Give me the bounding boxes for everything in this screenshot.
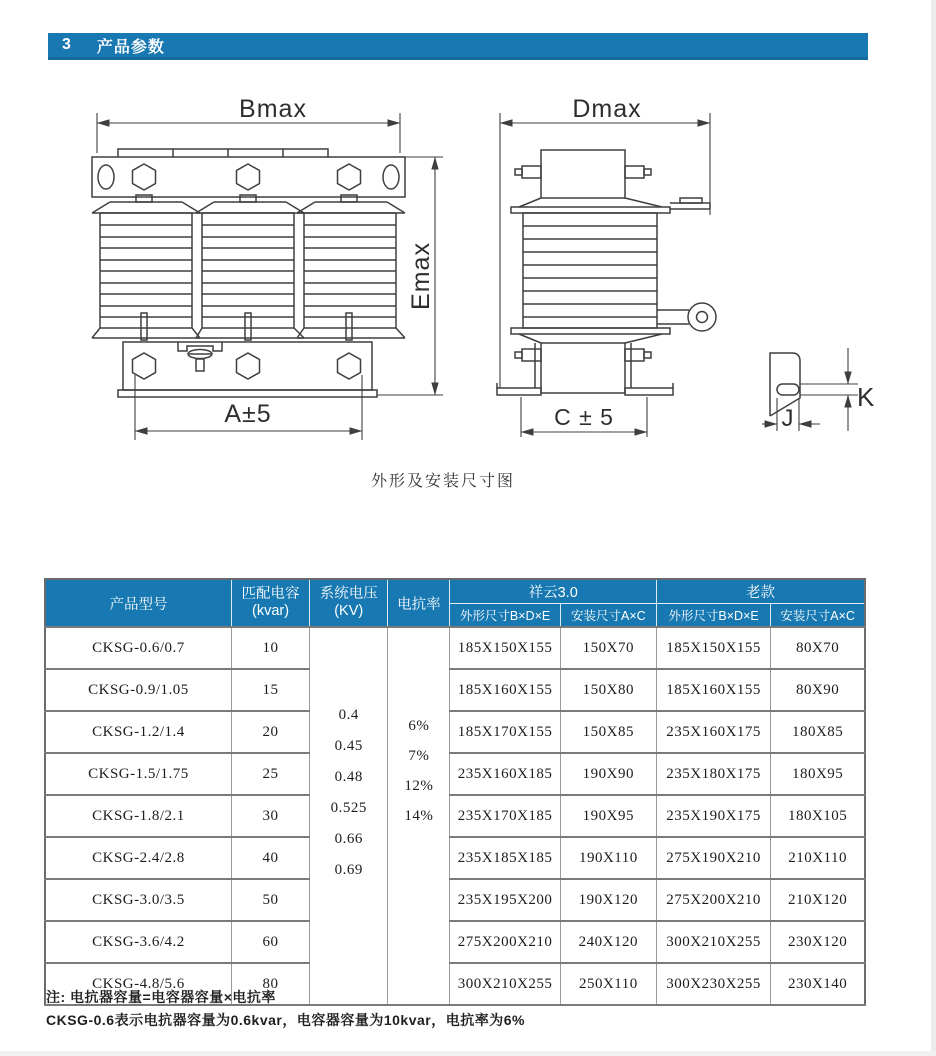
cell-model: CKSG-2.4/2.8	[45, 837, 231, 879]
cell-old-install: 230X140	[771, 963, 865, 1005]
dim-label-emax: Emax	[407, 242, 435, 310]
section-title-bar	[48, 33, 868, 60]
dimension-diagram	[48, 95, 908, 445]
cell-model: CKSG-1.2/1.4	[45, 711, 231, 753]
front-dimension-lines	[97, 113, 443, 440]
cell-old-outline: 235X190X175	[656, 795, 770, 837]
cell-new-install: 190X110	[560, 837, 656, 879]
table-row	[45, 837, 865, 879]
cell-new-outline: 235X170X185	[450, 795, 560, 837]
cell-old-outline: 235X180X175	[656, 753, 770, 795]
table-notes	[46, 986, 525, 1032]
dim-label-dmax: Dmax	[572, 95, 642, 123]
cell-model: CKSG-0.9/1.05	[45, 669, 231, 711]
header-voltage	[310, 579, 388, 627]
header-new-install: 安装尺寸A×C	[560, 604, 656, 628]
cell-model: CKSG-0.6/0.7	[45, 627, 231, 669]
table-row	[45, 753, 865, 795]
cell-new-outline: 235X195X200	[450, 879, 560, 921]
cell-kvar: 20	[231, 711, 309, 753]
cell-new-outline: 300X210X255	[450, 963, 560, 1005]
header-group-old: 老款	[656, 579, 865, 604]
cell-new-install: 240X120	[560, 921, 656, 963]
cell-old-install: 180X105	[771, 795, 865, 837]
cell-kvar: 60	[231, 921, 309, 963]
cell-old-install: 80X70	[771, 627, 865, 669]
stack-value: 0.45	[334, 738, 363, 754]
cell-old-install: 210X110	[771, 837, 865, 879]
dim-label-bmax: Bmax	[239, 95, 307, 123]
table-row	[45, 879, 865, 921]
header-voltage-line2: (KV)	[334, 603, 364, 619]
reactor-front-outline	[92, 149, 405, 397]
stack-value: 0.66	[334, 831, 363, 847]
cell-kvar: 25	[231, 753, 309, 795]
cell-old-install: 230X120	[771, 921, 865, 963]
header-old-install: 安装尺寸A×C	[771, 604, 865, 628]
dim-label-j: J	[781, 405, 795, 432]
front-view-drawing	[88, 95, 453, 440]
stack-value: 14%	[404, 807, 434, 824]
cell-old-outline: 300X210X255	[656, 921, 770, 963]
table-row	[45, 711, 865, 753]
cell-old-install: 180X95	[771, 753, 865, 795]
cell-kvar: 15	[231, 669, 309, 711]
cell-kvar: 40	[231, 837, 309, 879]
slot-detail-drawing	[760, 340, 890, 440]
cell-new-install: 150X70	[560, 627, 656, 669]
cell-old-outline: 275X190X210	[656, 837, 770, 879]
note-line-1: 注: 电抗器容量=电容器容量×电抗率	[46, 989, 276, 1005]
cell-model: CKSG-1.8/2.1	[45, 795, 231, 837]
header-old-outline: 外形尺寸B×D×E	[656, 604, 770, 628]
stack-value: 12%	[404, 777, 434, 794]
header-group-new: 祥云3.0	[450, 579, 657, 604]
section-title: 产品参数	[96, 38, 165, 56]
cell-old-install: 80X90	[771, 669, 865, 711]
cell-old-outline: 235X160X175	[656, 711, 770, 753]
cell-new-install: 250X110	[560, 963, 656, 1005]
cell-new-install: 150X80	[560, 669, 656, 711]
header-reactance: 电抗率	[388, 579, 450, 627]
header-voltage-line1: 系统电压	[319, 586, 378, 602]
diagram-caption: 外形及安装尺寸图	[370, 473, 515, 490]
stack-value: 6%	[408, 717, 430, 734]
table-row	[45, 921, 865, 963]
cell-old-install: 180X85	[771, 711, 865, 753]
cell-new-outline: 235X160X185	[450, 753, 560, 795]
stack-value: 0.69	[334, 862, 363, 878]
cell-old-outline: 275X200X210	[656, 879, 770, 921]
parameter-table	[44, 578, 866, 1006]
header-capacitance-line2: (kvar)	[252, 603, 290, 619]
stack-value: 0.4	[338, 707, 359, 723]
cell-old-outline: 185X160X155	[656, 669, 770, 711]
cell-new-outline: 275X200X210	[450, 921, 560, 963]
cell-kvar: 30	[231, 795, 309, 837]
reactor-side-outline	[497, 150, 716, 395]
cell-kvar: 50	[231, 879, 309, 921]
cell-old-install: 210X120	[771, 879, 865, 921]
dim-label-a5: A±5	[224, 400, 272, 428]
stack-value: 0.525	[330, 800, 367, 816]
header-product-model: 产品型号	[45, 579, 231, 627]
cell-new-outline: 235X185X185	[450, 837, 560, 879]
side-view-drawing	[495, 95, 740, 440]
cell-old-outline: 300X230X255	[656, 963, 770, 1005]
table-row	[45, 795, 865, 837]
header-capacitance	[231, 579, 309, 627]
cell-voltage-merged	[310, 627, 388, 1005]
cell-kvar: 80	[231, 963, 309, 1005]
cell-new-install: 190X95	[560, 795, 656, 837]
cell-model: CKSG-1.5/1.75	[45, 753, 231, 795]
stack-value: 7%	[408, 747, 430, 764]
page-edge-right	[931, 0, 936, 1056]
note-line-2: CKSG-0.6表示电抗器容量为0.6kvar，电容器容量为10kvar，电抗率为6%	[46, 1012, 525, 1028]
cell-new-outline: 185X170X155	[450, 711, 560, 753]
section-number: 3	[62, 36, 71, 53]
table-header	[45, 579, 865, 627]
cell-model: CKSG-3.6/4.2	[45, 921, 231, 963]
cell-new-outline: 185X160X155	[450, 669, 560, 711]
header-capacitance-line1: 匹配电容	[241, 586, 300, 602]
dim-label-c5: C ± 5	[554, 404, 614, 430]
cell-kvar: 10	[231, 627, 309, 669]
cell-model: CKSG-3.0/3.5	[45, 879, 231, 921]
table-row	[45, 627, 865, 669]
cell-new-install: 150X85	[560, 711, 656, 753]
cell-new-install: 190X120	[560, 879, 656, 921]
cell-old-outline: 185X150X155	[656, 627, 770, 669]
cell-new-outline: 185X150X155	[450, 627, 560, 669]
cell-model: CKSG-4.8/5.6	[45, 963, 231, 1005]
dim-label-k: K	[857, 382, 876, 412]
table-body	[45, 627, 865, 1005]
cell-reactance-merged	[388, 627, 450, 1005]
stack-value: 0.48	[334, 769, 363, 785]
table-row	[45, 669, 865, 711]
page-edge-bottom	[0, 1051, 936, 1056]
header-new-outline: 外形尺寸B×D×E	[450, 604, 560, 628]
cell-new-install: 190X90	[560, 753, 656, 795]
